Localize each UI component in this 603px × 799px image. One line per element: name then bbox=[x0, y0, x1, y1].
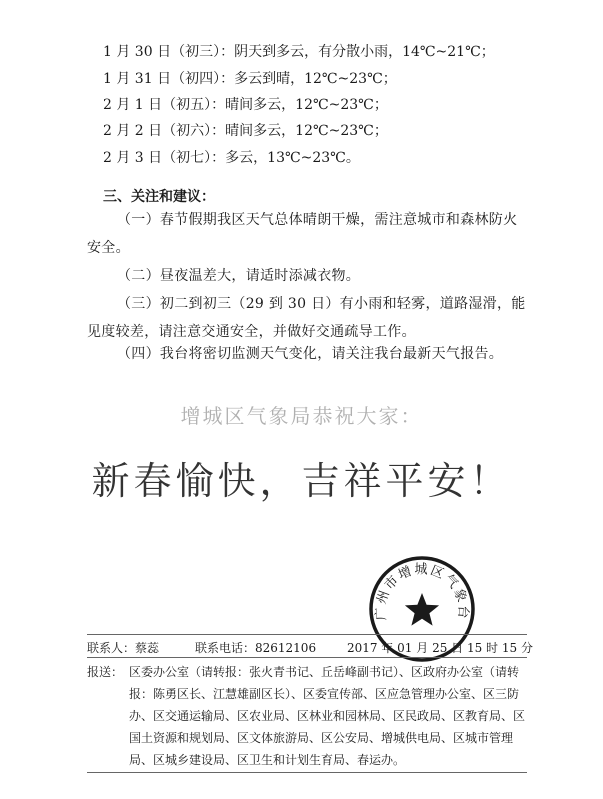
forecast-line: 2 月 3 日（初七）：多云，13℃~23℃。 bbox=[103, 150, 360, 166]
contact-person: 联系人：蔡蕊 bbox=[87, 641, 160, 655]
contact-row bbox=[87, 639, 533, 657]
footer-top-rule bbox=[87, 634, 527, 635]
seal-text: 广州市增城区气象台 bbox=[373, 562, 471, 621]
forecast-line: 1 月 31 日（初四）：多云到晴，12℃~23℃； bbox=[103, 71, 397, 87]
report-recipients: 区委办公室（请转报：张火青书记、丘岳峰副书记）、区政府办公室（请转报：陈勇区长、江慧雄副区长）、区委宣传部、区应急管理办公室、区三防办、区交通运输局、区农业局、区林业和园林局、区民政局、区教育局、区国土资源和规划局、区文体旅游局、区公安局、增城供电局、区城市管理局、区城乡建设局、区卫生和计划生育局、春运办。 bbox=[129, 665, 526, 767]
contact-phone: 联系电话：82612106 bbox=[195, 641, 317, 655]
star-icon bbox=[405, 593, 439, 626]
report-label: 报送： bbox=[87, 665, 124, 679]
footer-mid-rule bbox=[87, 657, 527, 658]
advice-paragraph: （四）我台将密切监测天气变化，请关注我台最新天气报告。 bbox=[117, 346, 504, 362]
forecast-line: 1 月 30 日（初三）：阴天到多云，有分散小雨，14℃~21℃； bbox=[103, 44, 495, 60]
forecast-line: 2 月 1 日（初五）：晴间多云，12℃~23℃； bbox=[103, 97, 388, 113]
section-heading: 三、关注和建议： bbox=[103, 189, 215, 205]
issue-date: 2017 年 01 月 25 日 15 时 15 分 bbox=[347, 641, 533, 655]
advice-paragraph: （二）昼夜温差大，请适时添减衣物。 bbox=[117, 268, 361, 284]
advice-paragraph: （一）春节假期我区天气总体晴朗干燥，需注意城市和森林防火安全。 bbox=[87, 212, 518, 256]
footer-bottom-rule bbox=[87, 772, 527, 773]
greeting-text: 增城区气象局恭祝大家： bbox=[180, 404, 423, 428]
forecast-line: 2 月 2 日（初六）：晴间多云，12℃~23℃； bbox=[103, 123, 388, 139]
slogan-text: 新春愉快，吉祥平安！ bbox=[91, 459, 512, 503]
advice-paragraph: （三）初二到初三（29 到 30 日）有小雨和轻雾，道路湿滑，能见度较差，请注意交通安全，并做好交通疏导工作。 bbox=[87, 296, 526, 340]
